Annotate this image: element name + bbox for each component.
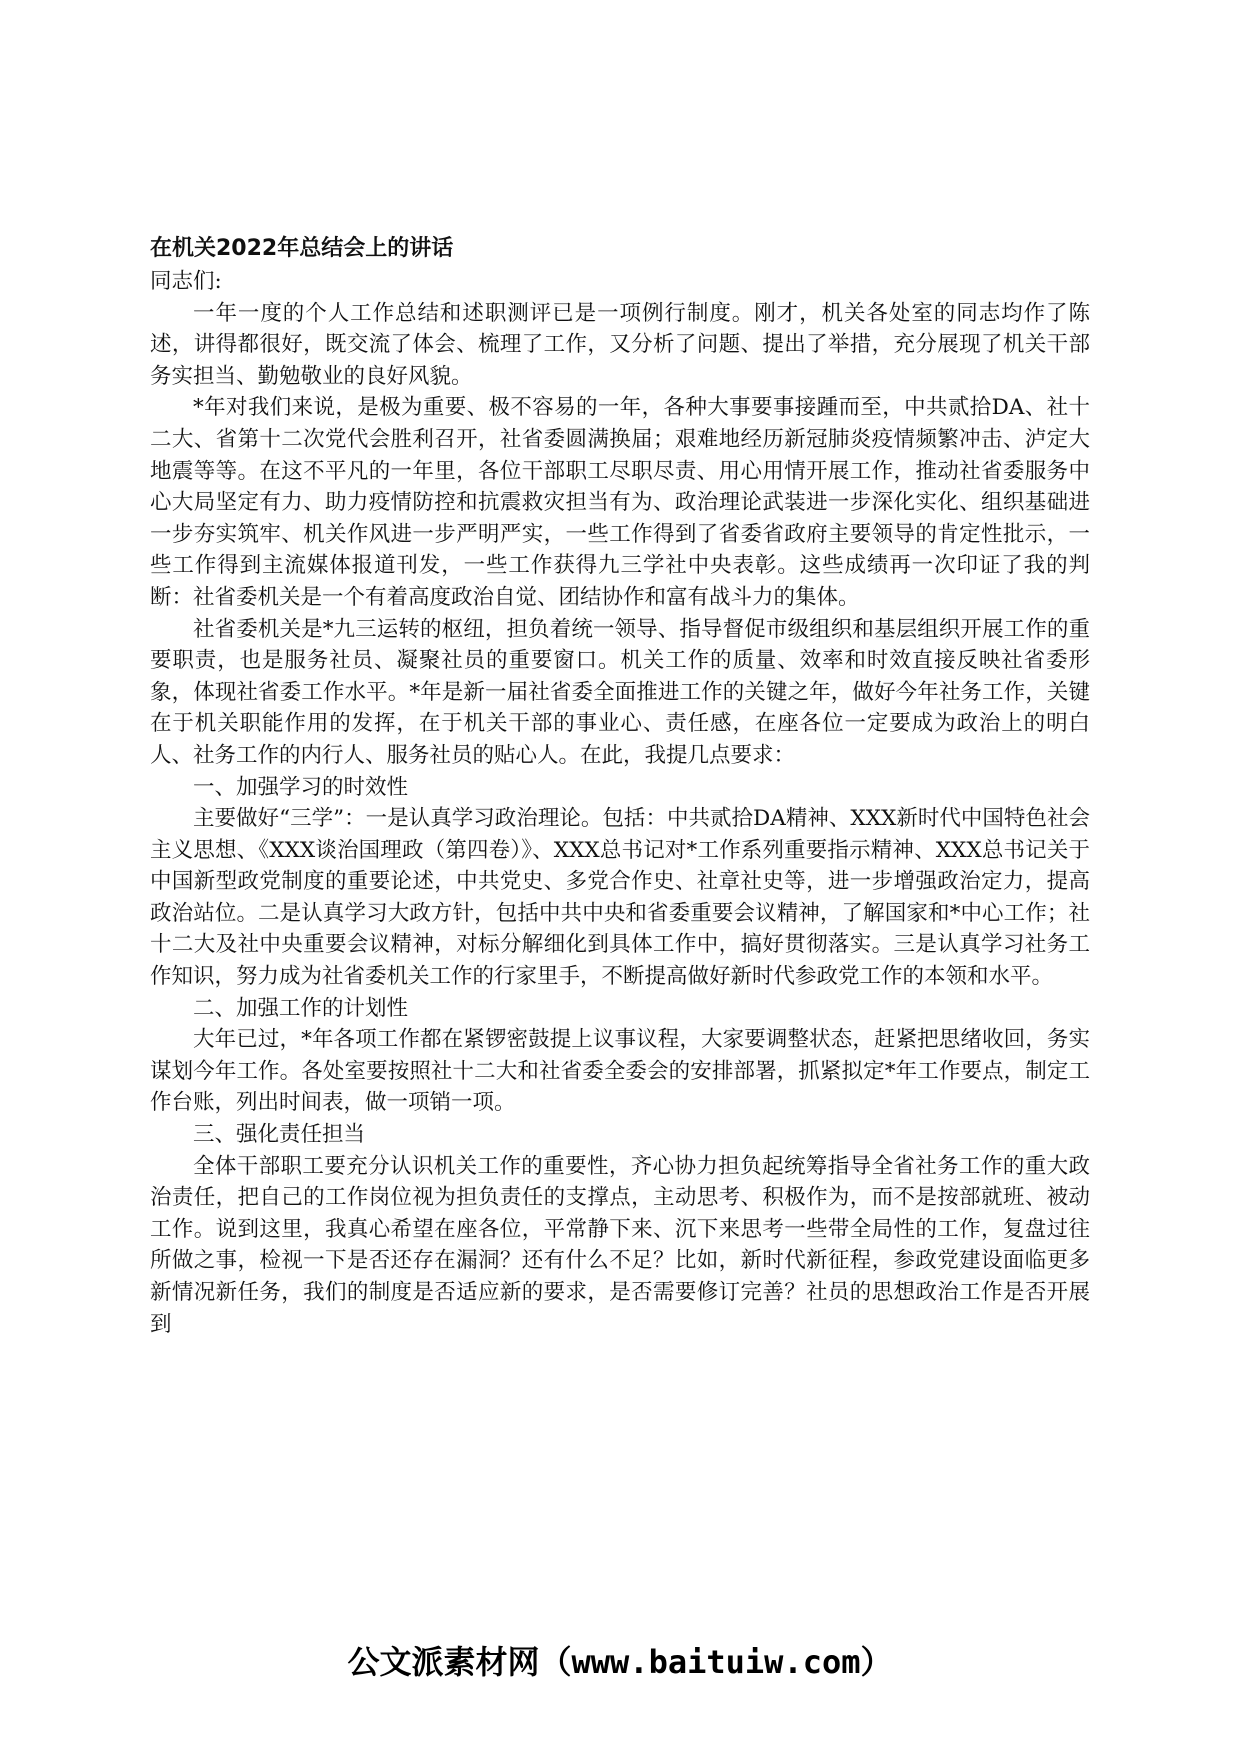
body-paragraph: *年对我们来说，是极为重要、极不容易的一年，各种大事要事接踵而至，中共贰拾DA、社十二大、省第十二次党代会胜利召开，社省委圆满换届；艰难地经历新冠肺炎疫情频繁冲击、泸定大地震等等。在这不平凡的一年里，各位干部职工尽职尽责、用心用情开展工作，推动社省委服务中心大局坚定有力、助力疫情防控和抗震救灾担当有为、政治理论武装进一步深化实化、组织基础进一步夯实筑牢、机关作风进一步严明严实，一些工作得到了省委省政府主要领导的肯定性批示，一些工作得到主流媒体报道刊发，一些工作获得九三学社中央表彰。这些成绩再一次印证了我的判断：社省委机关是一个有着高度政治自觉、团结协作和富有战斗力的集体。 <box>150 395 1090 610</box>
watermark-footer: 公文派素材网（www.baituiw.com） <box>347 1643 893 1681</box>
document-body <box>150 232 1090 1340</box>
document-title: 在机关2022年总结会上的讲话 <box>150 236 454 261</box>
section-heading: 三、强化责任担当 <box>193 1122 366 1148</box>
section-heading: 一、加强学习的时效性 <box>193 774 409 800</box>
body-paragraph: 社省委机关是*九三运转的枢纽，担负着统一领导、指导督促市级组织和基层组织开展工作的重要职责，也是服务社员、凝聚社员的重要窗口。机关工作的质量、效率和时效直接反映社省委形象，体现社省委工作水平。*年是新一届社省委全面推进工作的关键之年，做好今年社务工作，关键在于机关职能作用的发挥，在于机关干部的事业心、责任感，在座各位一定要成为政治上的明白人、社务工作的内行人、服务社员的贴心人。在此，我提几点要求： <box>150 616 1090 768</box>
body-paragraph: 大年已过，*年各项工作都在紧锣密鼓提上议事议程，大家要调整状态，赶紧把思绪收回，务实谋划今年工作。各处室要按照社十二大和社省委全委会的安排部署，抓紧拟定*年工作要点，制定工作台账，列出时间表，做一项销一项。 <box>150 1027 1090 1116</box>
document-blocks <box>150 298 1090 1341</box>
body-paragraph: 一年一度的个人工作总结和述职测评已是一项例行制度。刚才，机关各处室的同志均作了陈述，讲得都很好，既交流了体会、梳理了工作，又分析了问题、提出了举措，充分展现了机关干部务实担当、勤勉敬业的良好风貌。 <box>150 300 1090 389</box>
body-paragraph: 全体干部职工要充分认识机关工作的重要性，齐心协力担负起统筹指导全省社务工作的重大政治责任，把自己的工作岗位视为担负责任的支撑点，主动思考、积极作为，而不是按部就班、被动工作。说到这里，我真心希望在座各位，平常静下来、沉下来思考一些带全局性的工作，复盘过往所做之事，检视一下是否还存在漏洞？还有什么不足？比如，新时代新征程，参政党建设面临更多新情况新任务，我们的制度是否适应新的要求，是否需要修订完善？社员的思想政治工作是否开展到 <box>150 1153 1090 1337</box>
section-heading: 二、加强工作的计划性 <box>193 995 409 1021</box>
body-paragraph: 主要做好“三学”：一是认真学习政治理论。包括：中共贰拾DA精神、XXX新时代中国特色社会主义思想、《XXX谈治国理政（第四卷）》、XXX总书记对*工作系列重要指示精神、XXX总书记关于中国新型政党制度的重要论述，中共党史、多党合作史、社章社史等，进一步增强政治定力，提高政治站位。二是认真学习大政方针，包括中共中央和省委重要会议精神，了解国家和*中心工作；社十二大及社中央重要会议精神，对标分解细化到具体工作中，搞好贯彻落实。三是认真学习社务工作知识，努力成为社省委机关工作的行家里手，不断提高做好新时代参政党工作的本领和水平。 <box>150 806 1090 990</box>
salutation: 同志们: <box>150 269 222 294</box>
